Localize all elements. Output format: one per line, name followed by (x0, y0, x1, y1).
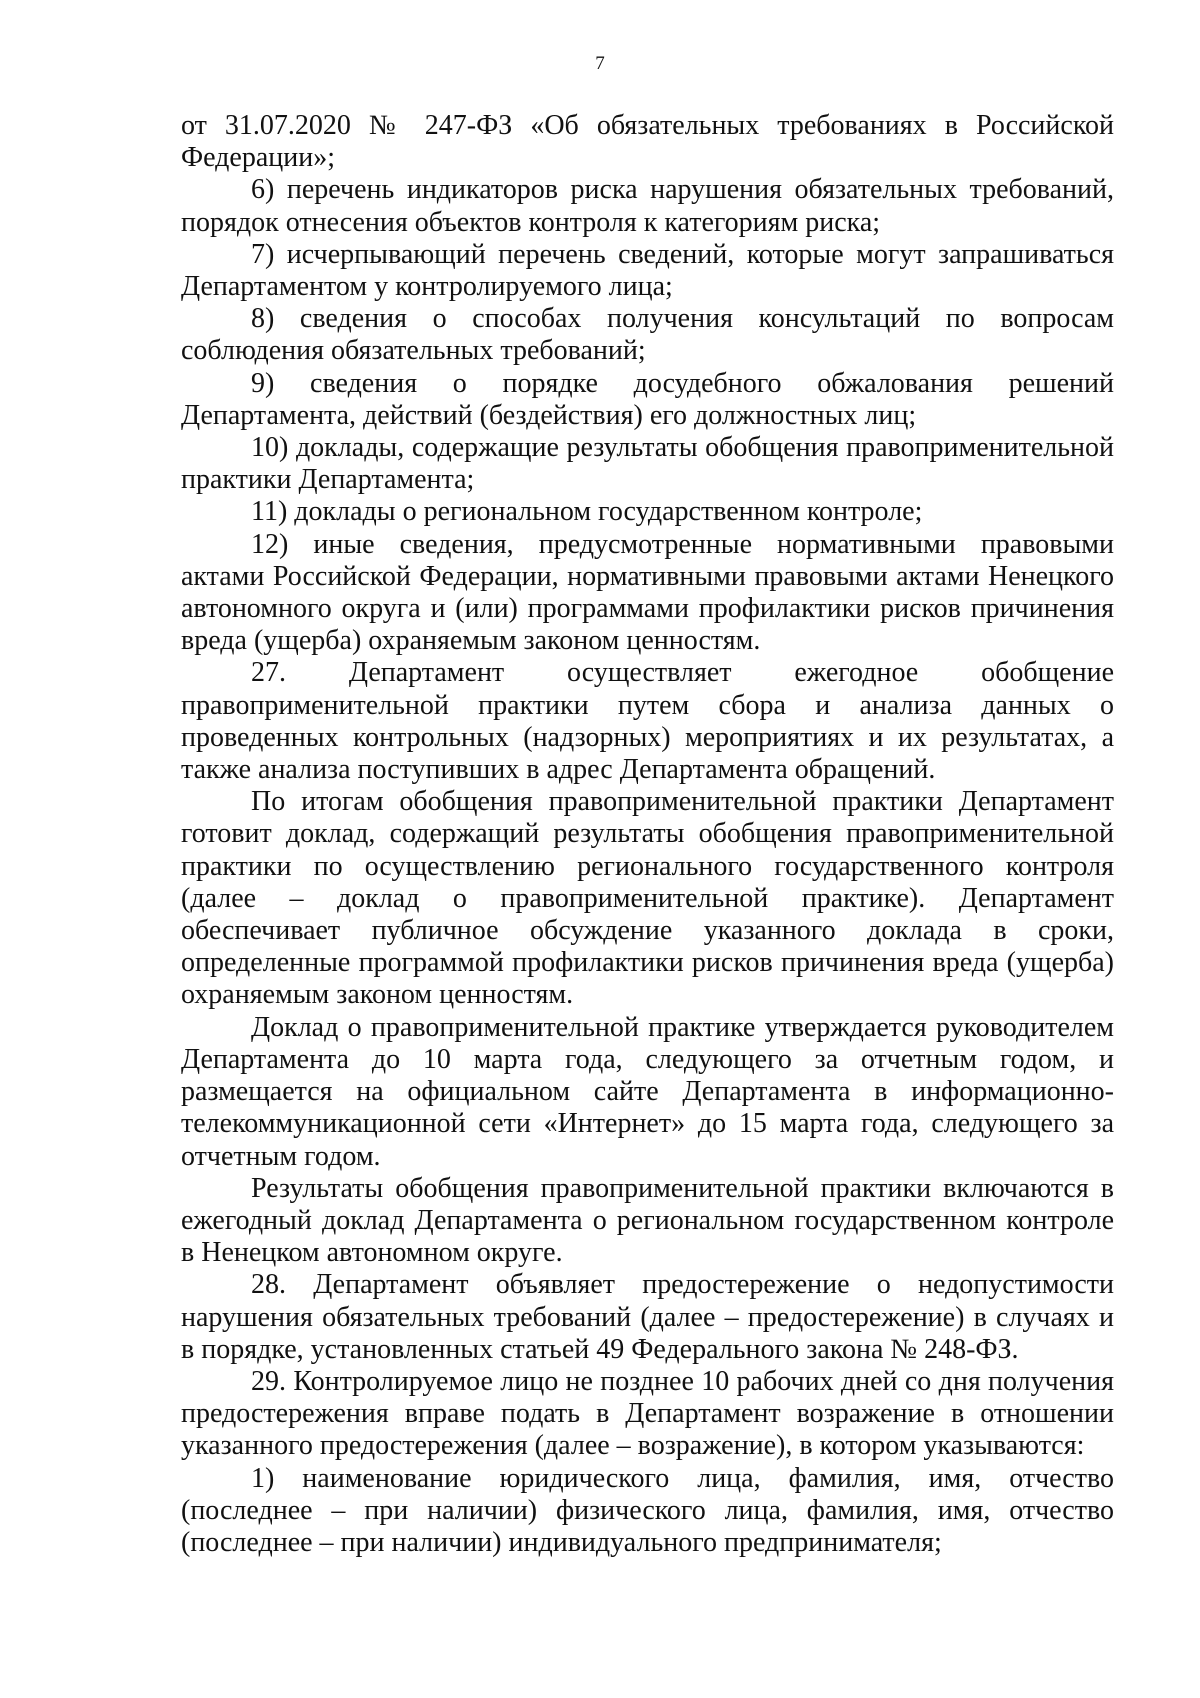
list-item-7: 7) исчерпывающий перечень сведений, которые могут запрашиваться Департаментом у контролируемого лица; (181, 238, 1114, 303)
list-item-11: 11) доклады о региональном государственном контроле; (251, 496, 923, 528)
clause-27-paragraph-3: Доклад о правоприменительной практике утверждается руководителем Департамента до 10 марта года, следующего за отчетным годом, и размещается на официальном сайте Департамента в информационно-телекоммуникационной сети «Интернет» до 15 марта года, следующего за отчетным годом. (181, 1011, 1114, 1172)
clause-27-paragraph-2: По итогам обобщения правоприменительной практики Департамент готовит доклад, содержащий результаты обобщения правоприменительной практики по осуществлению регионального государственного контроля (далее – доклад о правоприменительной практике). Департамент обеспечивает публичное обсуждение указанного доклада в сроки, определенные программой профилактики рисков причинения вреда (ущерба) охраняемым законом ценностям. (181, 786, 1114, 1011)
page-number: 7 (595, 53, 605, 74)
clause-27: 27. Департамент осуществляет ежегодное обобщение правоприменительной практики путем сбора и анализа данных о проведенных контрольных (надзорных) мероприятиях и их результатах, а также анализа поступивших в адрес Департамента обращений. (181, 657, 1114, 786)
clause-28: 28. Департамент объявляет предостережение о недопустимости нарушения обязательных требований (далее – предостережение) в случаях и в порядке, установленных статьей 49 Федерального закона № 248-ФЗ. (181, 1269, 1114, 1365)
list-item-9: 9) сведения о порядке досудебного обжалования решений Департамента, действий (бездействия) его должностных лиц; (181, 367, 1114, 431)
clause-29: 29. Контролируемое лицо не позднее 10 рабочих дней со дня получения предостережения вправе подать в Департамент возражение в отношении указанного предостережения (далее – возражение), в котором указываются: (181, 1365, 1114, 1462)
list-item-12: 12) иные сведения, предусмотренные нормативными правовыми актами Российской Федерации, нормативными правовыми актами Ненецкого автономного округа и (или) программами профилактики рисков причинения вреда (ущерба) охраняемым законом ценностям. (181, 528, 1114, 657)
list-item-6: 6) перечень индикаторов риска нарушения обязательных требований, порядок отнесения объектов контроля к категориям риска; (181, 174, 1114, 238)
list-item-10: 10) доклады, содержащие результаты обобщения правоприменительной практики Департамента; (181, 432, 1114, 496)
list-item-8: 8) сведения о способах получения консультаций по вопросам соблюдения обязательных требований; (181, 303, 1114, 367)
clause-29-item-1: 1) наименование юридического лица, фамилия, имя, отчество (последнее – при наличии) физического лица, фамилия, имя, отчество (последнее – при наличии) индивидуального предпринимателя; (181, 1462, 1114, 1558)
paragraph-continuation: от 31.07.2020 № 247-ФЗ «Об обязательных требованиях в Российской Федерации»; (181, 110, 1114, 174)
document-body (181, 110, 1114, 1559)
clause-27-paragraph-4: Результаты обобщения правоприменительной практики включаются в ежегодный доклад Департамента о региональном государственном контроле в Ненецком автономном округе. (181, 1172, 1114, 1269)
